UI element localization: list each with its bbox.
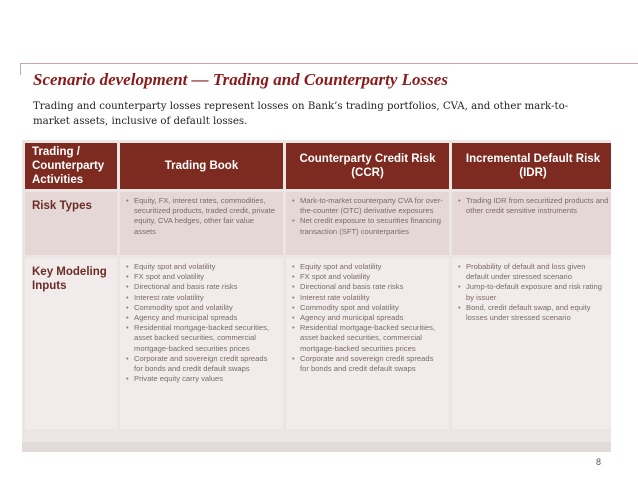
list-item: • Commodity spot and volatility <box>291 303 444 313</box>
risk-types-trading-book <box>120 192 283 255</box>
header-idr: Incremental Default Risk (IDR) <box>452 143 611 189</box>
list-item: • Interest rate volatility <box>291 293 444 303</box>
list-item: • Bond, credit default swap, and equity losses under stressed scenario <box>457 303 609 323</box>
risk-types-idr <box>452 192 611 255</box>
list-item: • FX spot and volatility <box>125 272 278 282</box>
list-item: • Directional and basis rate risks <box>125 282 278 292</box>
list-item: • Jump-to-default exposure and risk rating by issuer <box>457 282 609 302</box>
list-item: • Residential mortgage-backed securities, asset backed securities, commercial mortgage-backed securities prices <box>291 323 444 354</box>
bullet-list <box>291 196 444 237</box>
header-trading-book: Trading Book <box>120 143 283 189</box>
inputs-idr <box>452 258 611 429</box>
inputs-ccr <box>286 258 449 429</box>
bullet-list <box>125 196 278 237</box>
top-divider-tick <box>20 63 21 75</box>
inputs-trading-book <box>120 258 283 429</box>
header-ccr: Counterparty Credit Risk (CCR) <box>286 143 449 189</box>
header-activities: Trading / Counterparty Activities <box>25 143 117 189</box>
list-item: • Net credit exposure to securities financing transaction (SFT) counterparties <box>291 216 444 236</box>
bullet-list <box>457 196 609 216</box>
slide-title: Scenario development — Trading and Counterparty Losses <box>33 70 448 89</box>
row-label-key-modeling-inputs: Key Modeling Inputs <box>25 258 117 429</box>
row-label-risk-types: Risk Types <box>25 192 117 255</box>
table-footer-band <box>22 442 611 452</box>
list-item: • Mark-to-market counterparty CVA for over-the-counter (OTC) derivative exposures <box>291 196 444 216</box>
activities-table-container <box>22 140 611 442</box>
list-item: • Equity spot and volatility <box>291 262 444 272</box>
list-item: • FX spot and volatility <box>291 272 444 282</box>
list-item: • Probability of default and loss given default under stressed scenario <box>457 262 609 282</box>
top-divider <box>20 63 638 64</box>
bullet-list <box>291 262 444 374</box>
bullet-list <box>457 262 609 323</box>
risk-types-ccr <box>286 192 449 255</box>
list-item: • Corporate and sovereign credit spreads for bonds and credit default swaps <box>125 354 278 374</box>
table-row-risk-types <box>25 192 611 255</box>
slide-subtitle: Trading and counterparty losses represent losses on Bank’s trading portfolios, CVA, and other mark-to-market assets, inclusive of default losses. <box>33 101 569 127</box>
list-item: • Corporate and sovereign credit spreads for bonds and credit default swaps <box>291 354 444 374</box>
list-item: • Equity, FX, interest rates, commodities, securitized products, traded credit, private equity, CVA hedges, other fair value assets <box>125 196 278 237</box>
list-item: • Agency and municipal spreads <box>125 313 278 323</box>
bullet-list <box>125 262 278 384</box>
list-item: • Agency and municipal spreads <box>291 313 444 323</box>
list-item: • Commodity spot and volatility <box>125 303 278 313</box>
page-number: 8 <box>596 457 602 467</box>
table-header-row <box>25 143 611 189</box>
list-item: • Interest rate volatility <box>125 293 278 303</box>
activities-table <box>22 140 611 432</box>
list-item: • Equity spot and volatility <box>125 262 278 272</box>
list-item: • Residential mortgage-backed securities, asset backed securities, commercial mortgage-backed securities prices <box>125 323 278 354</box>
list-item: • Trading IDR from securitized products and other credit sensitive instruments <box>457 196 609 216</box>
table-row-key-modeling-inputs <box>25 258 611 429</box>
list-item: • Directional and basis rate risks <box>291 282 444 292</box>
list-item: • Private equity carry values <box>125 374 278 384</box>
